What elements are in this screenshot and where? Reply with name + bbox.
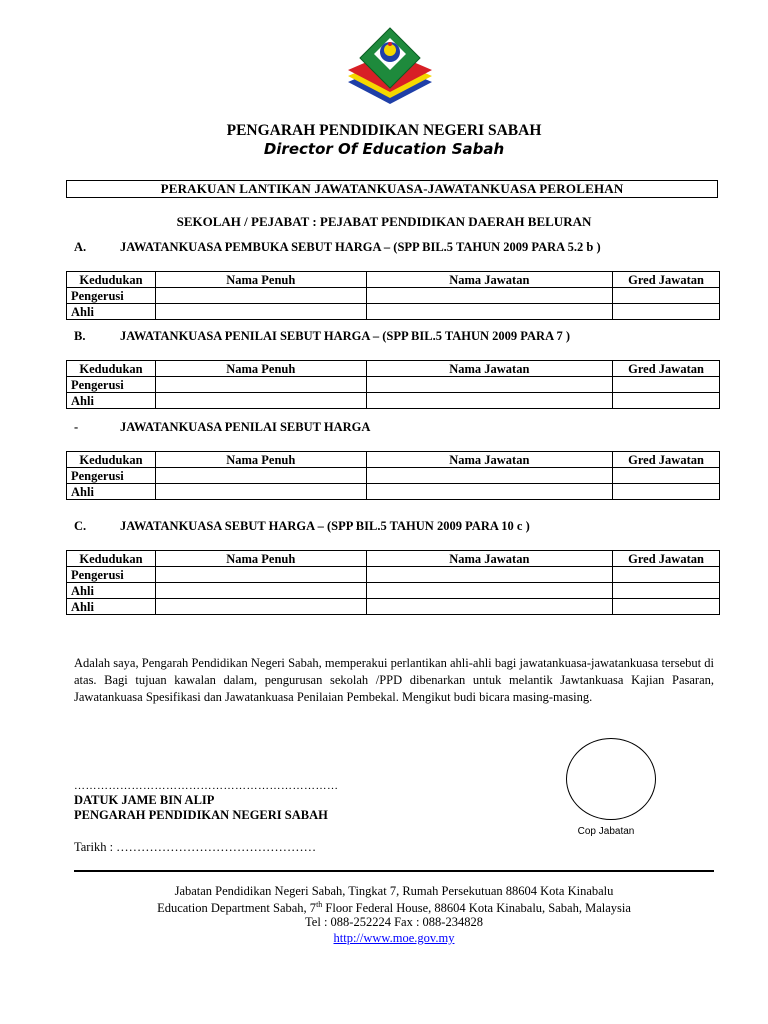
footer-link-wrap (0, 931, 768, 946)
cell-nama-jawatan[interactable] (366, 583, 613, 599)
col-gred-jawatan: Gred Jawatan (613, 361, 720, 377)
col-kedudukan: Kedudukan (67, 551, 156, 567)
table-header-row (67, 272, 720, 288)
section-b-heading (74, 329, 570, 344)
col-nama-jawatan: Nama Jawatan (366, 452, 613, 468)
cell-nama-penuh[interactable] (155, 468, 366, 484)
table-row (67, 304, 720, 320)
section-title: JAWATANKUASA PENILAI SEBUT HARGA (120, 420, 371, 434)
row-role: Ahli (67, 484, 156, 500)
cell-nama-penuh[interactable] (155, 288, 366, 304)
table-row (67, 567, 720, 583)
section-title: JAWATANKUASA SEBUT HARGA – (SPP BIL.5 TAHUN 2009 PARA 10 c ) (120, 519, 530, 533)
cell-nama-jawatan[interactable] (366, 377, 613, 393)
signature-line: …………………………………………………………… (74, 780, 339, 792)
cell-nama-penuh[interactable] (155, 599, 366, 615)
table-header-row (67, 361, 720, 377)
cell-nama-penuh[interactable] (155, 393, 366, 409)
cell-nama-jawatan[interactable] (366, 484, 613, 500)
row-role: Ahli (67, 599, 156, 615)
row-role: Ahli (67, 583, 156, 599)
row-role: Pengerusi (67, 288, 156, 304)
col-nama-penuh: Nama Penuh (155, 361, 366, 377)
table-row (67, 393, 720, 409)
footer-address-english (0, 900, 768, 916)
department-stamp-circle (566, 738, 656, 820)
row-role: Ahli (67, 393, 156, 409)
row-role: Ahli (67, 304, 156, 320)
footer-address: Jabatan Pendidikan Negeri Sabah, Tingkat 7, Rumah Persekutuan 88604 Kota Kinabalu (174, 884, 614, 898)
table-header-row (67, 452, 720, 468)
title-english: Director Of Education Sabah (263, 140, 505, 158)
col-gred-jawatan: Gred Jawatan (613, 551, 720, 567)
form-title: PERAKUAN LANTIKAN JAWATANKUASA-JAWATANKUASA PEROLEHAN (66, 180, 718, 198)
section-b-table (66, 360, 720, 409)
col-nama-jawatan: Nama Jawatan (366, 272, 613, 288)
section-title: JAWATANKUASA PENILAI SEBUT HARGA – (SPP BIL.5 TAHUN 2009 PARA 7 ) (120, 329, 571, 343)
table-row (67, 468, 720, 484)
col-nama-penuh: Nama Penuh (155, 272, 366, 288)
cell-nama-jawatan[interactable] (366, 599, 613, 615)
stamp-label: Cop Jabatan (577, 826, 635, 837)
cell-nama-penuh[interactable] (155, 304, 366, 320)
section-letter: - (74, 420, 79, 434)
cell-nama-penuh[interactable] (155, 567, 366, 583)
cell-nama-penuh[interactable] (155, 377, 366, 393)
signer-name: DATUK JAME BIN ALIP (74, 793, 215, 807)
footer-sup: th (316, 900, 323, 909)
section-letter: A. (74, 240, 87, 254)
footer-address-english-pre: Education Department Sabah, 7 (157, 901, 317, 916)
title-malay: PENGARAH PENDIDIKAN NEGERI SABAH (226, 122, 542, 139)
col-kedudukan: Kedudukan (67, 361, 156, 377)
section-a-table (66, 271, 720, 320)
cell-gred-jawatan[interactable] (613, 484, 720, 500)
row-role: Pengerusi (67, 567, 156, 583)
section-letter: C. (74, 519, 87, 533)
signer-position: PENGARAH PENDIDIKAN NEGERI SABAH (74, 808, 328, 822)
footer-contact: Tel : 088-252224 Fax : 088-234828 (305, 915, 483, 929)
table-row (67, 377, 720, 393)
cell-nama-jawatan[interactable] (366, 304, 613, 320)
cell-gred-jawatan[interactable] (613, 377, 720, 393)
cell-gred-jawatan[interactable] (613, 583, 720, 599)
cell-gred-jawatan[interactable] (613, 304, 720, 320)
footer-divider (74, 870, 714, 872)
section-c-table (66, 550, 720, 615)
cell-nama-jawatan[interactable] (366, 567, 613, 583)
date-field[interactable]: Tarikh : ………………………………………… (74, 840, 317, 854)
section-penilai-table (66, 451, 720, 500)
cell-gred-jawatan[interactable] (613, 393, 720, 409)
table-row (67, 583, 720, 599)
cell-gred-jawatan[interactable] (613, 567, 720, 583)
col-nama-jawatan: Nama Jawatan (366, 361, 613, 377)
col-kedudukan: Kedudukan (67, 452, 156, 468)
table-row (67, 484, 720, 500)
section-title: JAWATANKUASA PEMBUKA SEBUT HARGA – (SPP BIL.5 TAHUN 2009 PARA 5.2 b ) (120, 240, 601, 254)
cell-nama-jawatan[interactable] (366, 288, 613, 304)
section-a-heading (74, 240, 601, 255)
cell-nama-penuh[interactable] (155, 583, 366, 599)
row-role: Pengerusi (67, 468, 156, 484)
cell-gred-jawatan[interactable] (613, 288, 720, 304)
cell-nama-penuh[interactable] (155, 484, 366, 500)
col-gred-jawatan: Gred Jawatan (613, 452, 720, 468)
table-header-row (67, 551, 720, 567)
col-nama-penuh: Nama Penuh (155, 452, 366, 468)
cell-nama-jawatan[interactable] (366, 393, 613, 409)
cell-gred-jawatan[interactable] (613, 599, 720, 615)
website-link[interactable]: http://www.moe.gov.my (333, 931, 455, 945)
table-row (67, 599, 720, 615)
school-office-line: SEKOLAH / PEJABAT : PEJABAT PENDIDIKAN DAERAH BELURAN (176, 214, 592, 229)
education-department-logo (342, 24, 438, 114)
col-kedudukan: Kedudukan (67, 272, 156, 288)
col-gred-jawatan: Gred Jawatan (613, 272, 720, 288)
cell-gred-jawatan[interactable] (613, 468, 720, 484)
certification-paragraph: Adalah saya, Pengarah Pendidikan Negeri Sabah, memperakui perlantikan ahli-ahli bagi jawatankuasa-jawatankuasa tersebut di atas. Bagi tujuan kawalan dalam, pengurusan sekolah /PPD dibenarkan untuk melantik Jawtankuasa Kajian Pasaran, Jawatankuasa Spesifikasi dan Jawatankuasa Penilaian Pembekal. Mengikut budi bicara masing-masing. (74, 656, 714, 704)
section-penilai-heading (74, 420, 370, 435)
row-role: Pengerusi (67, 377, 156, 393)
col-nama-jawatan: Nama Jawatan (366, 551, 613, 567)
table-row (67, 288, 720, 304)
footer-address-english-post: Floor Federal House, 88604 Kota Kinabalu, Sabah, Malaysia (322, 901, 631, 916)
cell-nama-jawatan[interactable] (366, 468, 613, 484)
col-nama-penuh: Nama Penuh (155, 551, 366, 567)
section-letter: B. (74, 329, 86, 343)
section-c-heading (74, 519, 530, 534)
